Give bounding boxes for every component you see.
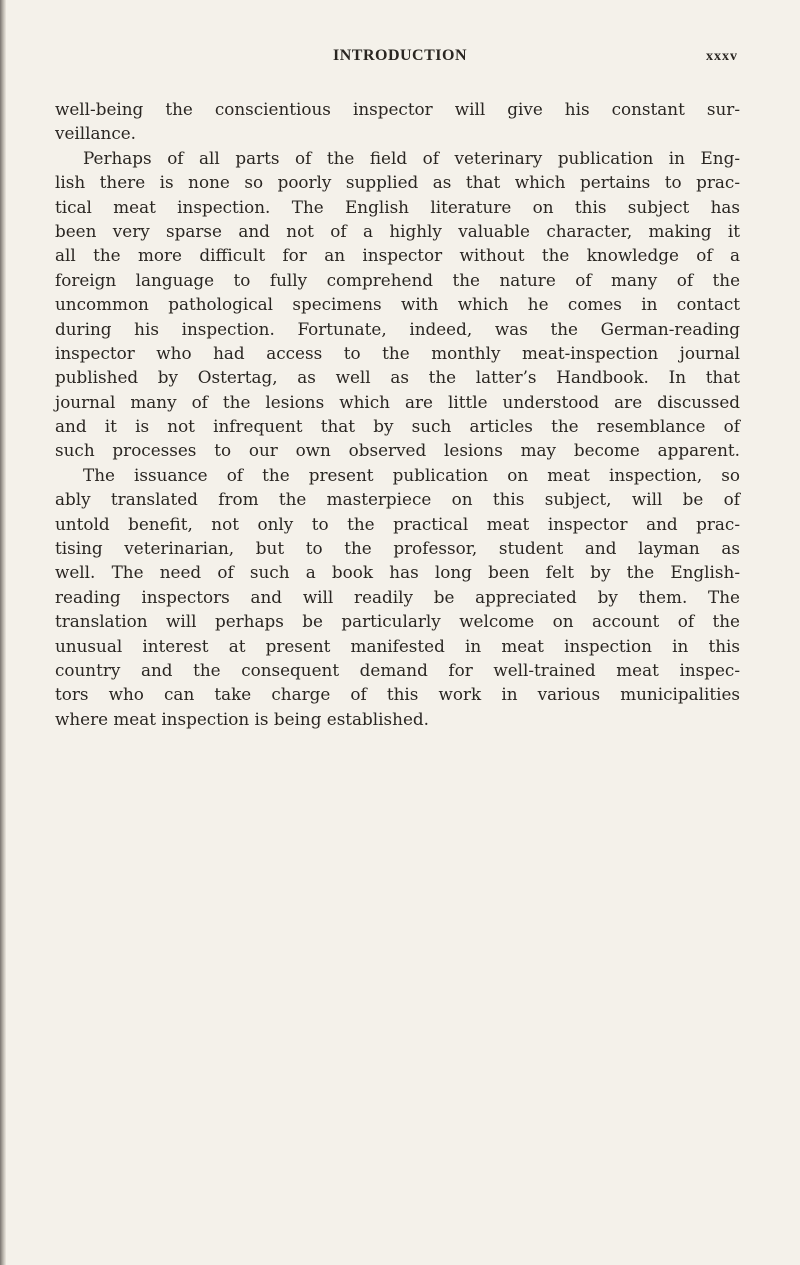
- text-line: foreign language to fully comprehend the nature of many of the: [55, 269, 740, 290]
- page-number: xxxv: [706, 49, 738, 64]
- text-line: Perhaps of all parts of the field of veterinary publication in Eng-: [83, 147, 740, 168]
- text-line: tical meat inspection. The English literature on this subject has: [55, 196, 740, 217]
- text-line: The issuance of the present publication on meat inspection, so: [83, 464, 740, 485]
- text-line: tors who can take charge of this work in various municipalities: [55, 684, 740, 705]
- text-line: published by Ostertag, as well as the latter’s Handbook. In that: [55, 367, 740, 388]
- running-title: INTRODUCTION: [332, 47, 467, 64]
- page-binding-edge: [0, 0, 6, 1265]
- text-line: well-being the conscientious inspector will give his constant sur-: [55, 99, 740, 119]
- text-line: during his inspection. Fortunate, indeed, was the German-reading: [55, 318, 740, 339]
- body-text: [55, 97, 740, 731]
- text-line: veillance.: [55, 123, 136, 144]
- text-line: well. The need of such a book has long been felt by the English-: [55, 562, 740, 583]
- text-line: untold benefit, not only to the practical meat inspector and prac-: [55, 513, 740, 534]
- text-line: such processes to our own observed lesions may become apparent.: [55, 440, 740, 461]
- page-header: [0, 47, 800, 73]
- text-line: been very sparse and not of a highly valuable character, making it: [55, 220, 740, 241]
- text-line: and it is not infrequent that by such articles the resemblance of: [55, 416, 740, 437]
- text-line: unusual interest at present manifested in meat inspection in this: [55, 635, 740, 656]
- text-line: all the more difficult for an inspector without the knowledge of a: [55, 245, 740, 266]
- text-line: lish there is none so poorly supplied as that which pertains to prac-: [55, 172, 740, 193]
- text-line: where meat inspection is being established.: [55, 708, 429, 729]
- text-line: tising veterinarian, but to the professor, student and layman as: [55, 538, 740, 559]
- text-line: ably translated from the masterpiece on this subject, will be of: [55, 489, 740, 510]
- text-line: inspector who had access to the monthly meat-inspection journal: [55, 342, 740, 363]
- text-line: translation will perhaps be particularly welcome on account of the: [55, 611, 740, 632]
- text-line: journal many of the lesions which are little understood are discussed: [55, 391, 740, 412]
- text-line: country and the consequent demand for well-trained meat inspec-: [55, 659, 740, 680]
- text-line: uncommon pathological specimens with which he comes in contact: [55, 294, 740, 315]
- text-line: reading inspectors and will readily be appreciated by them. The: [55, 586, 740, 607]
